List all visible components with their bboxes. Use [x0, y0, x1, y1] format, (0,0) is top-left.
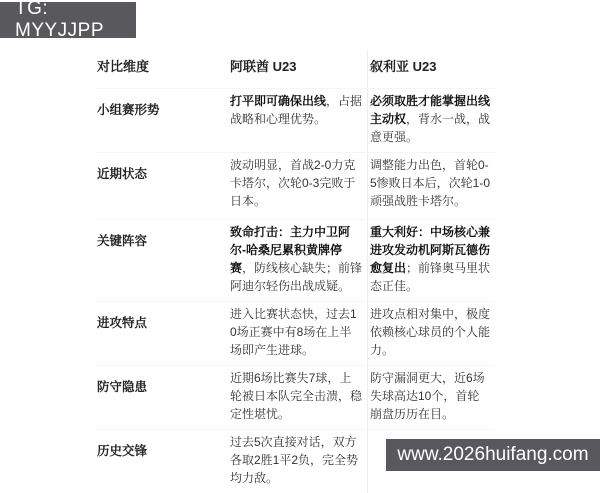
- syria-body-text: 防守漏洞更大，近6场失球高达10个，首轮崩盘历历在目。: [370, 371, 485, 421]
- table-row-group-situation: [95, 89, 495, 153]
- table-row-key-lineup: [95, 220, 495, 302]
- cell-uae: [228, 220, 368, 301]
- row-label: 小组赛形势: [97, 103, 160, 117]
- cell-syria: [368, 366, 495, 429]
- uae-body-text: 过去5次直接对话，双方各取2胜1平2负，完全势均力敌。: [230, 435, 359, 485]
- cell-syria: [368, 220, 495, 301]
- uae-body-text: 进入比赛状态快，过去10场正赛中有8场在上半场即产生进球。: [230, 307, 357, 357]
- uae-body-text: ，防线核心缺失；前锋阿迪尔轻伤出战成疑。: [230, 261, 363, 293]
- syria-body-text: 进攻点相对集中，极度依赖核心球员的个人能力。: [370, 307, 491, 357]
- uae-body-text: 近期6场比赛失7球，上轮被日本队完全击溃，稳定性堪忧。: [230, 371, 363, 421]
- cell-syria: [368, 89, 495, 152]
- table-row-attack-traits: [95, 302, 495, 366]
- comparison-table: [95, 50, 495, 493]
- column-header-team-uae: 阿联酋 U23: [228, 50, 368, 88]
- cell-uae: [228, 153, 368, 219]
- website-watermark-label: www.2026huifang.com: [397, 444, 589, 465]
- row-label: 防守隐患: [97, 380, 148, 394]
- cell-uae: [228, 430, 368, 493]
- table-header-row: [95, 50, 495, 89]
- table-row-defense-risks: [95, 366, 495, 430]
- syria-body-text: 调整能力出色，首轮0-5惨败日本后，次轮1-0顽强战胜卡塔尔。: [370, 158, 491, 208]
- uae-emphasis-text: 打平即可确保出线: [230, 94, 327, 108]
- column-header-team-syria: 叙利亚 U23: [370, 59, 437, 74]
- website-watermark-bar: [386, 439, 600, 471]
- cell-uae: [228, 302, 368, 365]
- telegram-watermark-label: TG: MYYJJPP: [15, 0, 105, 41]
- cell-syria: [368, 302, 495, 365]
- cell-uae: [228, 89, 368, 152]
- syria-emphasis-text: 必须取胜才能掌握出线主动权: [370, 94, 491, 126]
- row-label: 近期状态: [97, 167, 148, 181]
- uae-emphasis-text: 致命打击：主力中卫阿尔-哈桑尼累积黄牌停赛: [230, 225, 351, 275]
- cell-syria: [368, 153, 495, 219]
- row-label: 关键阵容: [97, 234, 148, 248]
- cell-uae: [228, 366, 368, 429]
- telegram-watermark-bar: [0, 0, 136, 41]
- column-header-dimension: 对比维度: [97, 59, 150, 74]
- syria-body-text: ，背水一战，战意更强。: [370, 112, 491, 144]
- row-label: 进攻特点: [97, 316, 148, 330]
- syria-emphasis-text: 重大利好：中场核心兼进攻发动机阿斯瓦德伤愈复出: [370, 225, 491, 275]
- uae-body-text: 波动明显，首战2-0力克卡塔尔，次轮0-3完败于日本。: [230, 158, 356, 208]
- table-row-recent-form: [95, 153, 495, 220]
- uae-body-text: ，占据战略和心理优势。: [230, 94, 363, 126]
- syria-body-text: ；前锋奥马里状态正佳。: [370, 261, 491, 293]
- row-label: 历史交锋: [97, 444, 148, 458]
